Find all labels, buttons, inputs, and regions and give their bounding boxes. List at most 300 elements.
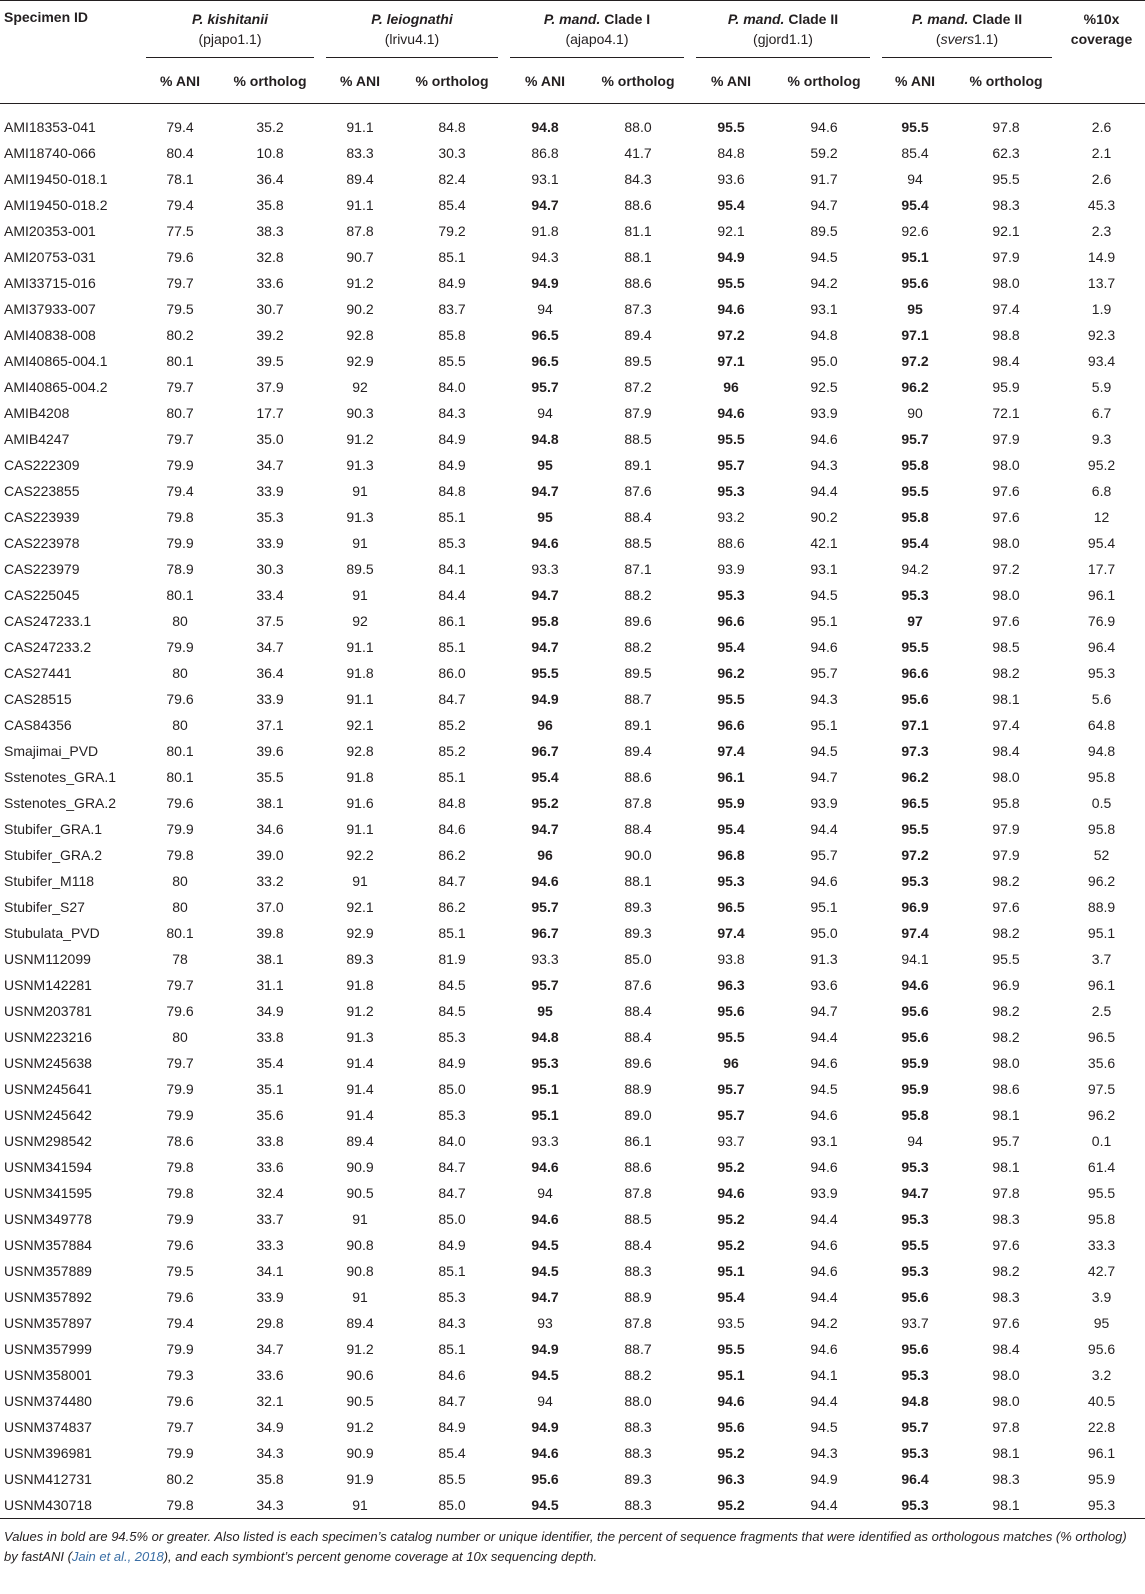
ani-cell: 94.6 <box>531 873 559 889</box>
table-row <box>0 634 1145 660</box>
table-row <box>0 842 1145 868</box>
ortholog-cell: 85.4 <box>438 1445 466 1461</box>
ortholog-cell: 35.5 <box>256 769 284 785</box>
ani-cell: 79.7 <box>166 275 194 291</box>
ani-cell: 91.8 <box>346 977 374 993</box>
ortholog-cell: 90.2 <box>810 509 838 525</box>
ortholog-cell: 91.7 <box>810 171 838 187</box>
coverage-cell: 12 <box>1093 509 1110 525</box>
ortholog-cell: 89.5 <box>624 665 652 681</box>
ortholog-cell: 95.5 <box>992 951 1020 967</box>
ani-cell: 80.1 <box>166 743 194 759</box>
ani-cell: 92.8 <box>346 327 374 343</box>
ani-cell: 79.9 <box>166 821 194 837</box>
table-row <box>0 868 1145 894</box>
ortholog-cell: 98.0 <box>992 275 1020 291</box>
table-row <box>0 1492 1145 1518</box>
specimen-id-cell: USNM357889 <box>4 1263 92 1279</box>
ani-cell: 96.5 <box>531 353 559 369</box>
ani-cell: 96 <box>537 717 553 733</box>
ortholog-cell: 97.8 <box>992 1185 1020 1201</box>
ortholog-cell: 88.4 <box>624 1237 652 1253</box>
ortholog-cell: 88.0 <box>624 1393 652 1409</box>
ani-cell: 90.3 <box>346 405 374 421</box>
ani-cell: 94 <box>907 1133 923 1149</box>
ani-cell: 92.2 <box>346 847 374 863</box>
ani-cell: 79.5 <box>166 301 194 317</box>
table-row <box>0 1362 1145 1388</box>
ortholog-cell: 89.0 <box>624 1107 652 1123</box>
ortholog-cell: 34.7 <box>256 1341 284 1357</box>
ortholog-cell: 97.6 <box>992 509 1020 525</box>
ani-cell: 95.5 <box>901 483 929 499</box>
ani-subheader: % ANI <box>340 73 380 89</box>
coverage-cell: 95.3 <box>1087 665 1116 681</box>
ortholog-cell: 92.5 <box>810 379 838 395</box>
ortholog-cell: 88.2 <box>624 587 652 603</box>
ani-cell: 91 <box>352 587 368 603</box>
ortholog-cell: 95.7 <box>810 847 838 863</box>
ani-cell: 95.6 <box>901 1341 929 1357</box>
ani-cell: 92.9 <box>346 353 374 369</box>
ortholog-cell: 94.6 <box>810 1107 838 1123</box>
ortholog-cell: 96.9 <box>992 977 1020 993</box>
citation-link[interactable]: Jain et al., 2018 <box>71 1548 164 1564</box>
ortholog-cell: 84.3 <box>438 405 466 421</box>
ani-cell: 93.9 <box>717 561 745 577</box>
ani-cell: 79.9 <box>166 639 194 655</box>
ani-cell: 90.5 <box>346 1393 374 1409</box>
ortholog-cell: 86.1 <box>438 613 466 629</box>
ortholog-cell: 88.5 <box>624 535 652 551</box>
ortholog-cell: 87.6 <box>624 977 652 993</box>
ortholog-cell: 93.9 <box>810 405 838 421</box>
ortholog-cell: 94.6 <box>810 1237 838 1253</box>
ortholog-cell: 87.1 <box>624 561 652 577</box>
coverage-cell: 2.6 <box>1091 171 1112 187</box>
ani-cell: 94.6 <box>531 1445 559 1461</box>
specimen-id-cell: Stubulata_PVD <box>4 925 100 941</box>
specimen-id-cell: USNM245641 <box>4 1081 92 1097</box>
ortholog-cell: 97.6 <box>992 899 1020 915</box>
ortholog-cell: 97.6 <box>992 1315 1020 1331</box>
ani-cell: 90.8 <box>346 1263 374 1279</box>
ortholog-cell: 88.5 <box>624 431 652 447</box>
ortholog-cell: 84.7 <box>438 691 466 707</box>
ortholog-cell: 94.4 <box>810 1496 838 1513</box>
ortholog-cell: 34.9 <box>256 1419 284 1435</box>
specimen-id-cell: USNM112099 <box>4 951 91 967</box>
ani-cell: 94.1 <box>901 951 929 967</box>
table-row <box>0 738 1145 764</box>
ortholog-cell: 84.3 <box>438 1315 466 1331</box>
ortholog-cell: 85.0 <box>438 1496 466 1513</box>
group-header-mand-clade-1: P. mand. Clade I (ajapo4.1) <box>504 1 690 60</box>
ani-cell: 95.6 <box>717 1003 745 1019</box>
ani-cell: 90.6 <box>346 1367 374 1383</box>
ortholog-cell: 85.0 <box>438 1081 466 1097</box>
ortholog-cell: 33.9 <box>256 691 284 707</box>
ortholog-subheader: % ortholog <box>969 73 1043 89</box>
coverage-cell: 2.1 <box>1091 145 1112 161</box>
ani-cell: 95 <box>907 301 923 317</box>
ani-cell: 79.6 <box>166 1393 194 1409</box>
ani-cell: 84.8 <box>717 145 745 161</box>
ortholog-cell: 95.8 <box>992 795 1020 811</box>
specimen-id-cell: CAS225045 <box>4 587 80 603</box>
ani-cell: 94 <box>537 405 553 421</box>
ani-cell: 95.9 <box>901 1055 929 1071</box>
table-row <box>0 1128 1145 1154</box>
ortholog-cell: 87.8 <box>624 1185 652 1201</box>
ani-cell: 95.1 <box>901 249 929 265</box>
ani-cell: 95.4 <box>717 821 745 837</box>
ortholog-cell: 34.7 <box>256 457 284 473</box>
ortholog-cell: 88.6 <box>624 1159 652 1175</box>
ortholog-cell: 98.0 <box>992 535 1020 551</box>
ani-cell: 92.8 <box>346 743 374 759</box>
coverage-cell: 95.8 <box>1087 769 1116 785</box>
ortholog-cell: 87.2 <box>624 379 652 395</box>
ani-cell: 91.4 <box>346 1107 374 1123</box>
ani-cell: 95.3 <box>531 1055 559 1071</box>
ortholog-cell: 97.6 <box>992 613 1020 629</box>
ortholog-cell: 86.2 <box>438 847 466 863</box>
ortholog-cell: 97.4 <box>992 301 1020 317</box>
ortholog-cell: 33.9 <box>256 1289 284 1305</box>
ortholog-cell: 97.9 <box>992 249 1020 265</box>
coverage-cell: 3.7 <box>1091 951 1112 967</box>
ortholog-cell: 98.3 <box>992 1211 1020 1227</box>
ani-cell: 80 <box>172 613 188 629</box>
ani-cell: 95.6 <box>901 1029 929 1045</box>
table-row <box>0 478 1145 504</box>
ani-cell: 92 <box>352 379 368 395</box>
ortholog-cell: 85.3 <box>438 1029 466 1045</box>
ortholog-cell: 94.6 <box>810 1055 838 1071</box>
ani-cell: 95.5 <box>717 119 745 135</box>
ortholog-cell: 88.7 <box>624 1341 652 1357</box>
table-row <box>0 244 1145 270</box>
ortholog-cell: 98.1 <box>992 1107 1020 1123</box>
ortholog-cell: 92.1 <box>992 223 1020 239</box>
ani-cell: 95.3 <box>901 1445 929 1461</box>
ortholog-cell: 88.0 <box>624 119 652 135</box>
ortholog-cell: 85.3 <box>438 1107 466 1123</box>
ortholog-cell: 94.4 <box>810 821 838 837</box>
coverage-cell: 9.3 <box>1091 431 1112 447</box>
ani-cell: 91 <box>352 873 368 889</box>
specimen-id-cell: USNM357884 <box>4 1237 92 1253</box>
table-row <box>0 1388 1145 1414</box>
coverage-cell: 22.8 <box>1087 1419 1116 1435</box>
ortholog-cell: 94.2 <box>810 1315 838 1331</box>
ortholog-cell: 88.9 <box>624 1081 652 1097</box>
ani-cell: 93.3 <box>531 951 559 967</box>
ortholog-cell: 85.8 <box>438 327 466 343</box>
coverage-cell: 96.2 <box>1087 1107 1116 1123</box>
ani-cell: 94.2 <box>901 561 929 577</box>
ortholog-cell: 85.5 <box>438 353 466 369</box>
ani-cell: 95.4 <box>531 769 559 785</box>
coverage-cell: 96.1 <box>1087 977 1116 993</box>
ani-cell: 79.7 <box>166 379 194 395</box>
specimen-id-cell: USNM245642 <box>4 1107 92 1123</box>
table-row <box>0 1466 1145 1492</box>
ani-cell: 94.5 <box>531 1263 559 1279</box>
ortholog-cell: 34.9 <box>256 1003 284 1019</box>
ani-cell: 94.7 <box>531 1289 559 1305</box>
ani-cell: 79.7 <box>166 1419 194 1435</box>
ani-cell: 91.8 <box>346 769 374 785</box>
ani-subheader: % ANI <box>895 73 935 89</box>
ortholog-cell: 85.1 <box>438 249 466 265</box>
ani-cell: 80.2 <box>166 1471 194 1487</box>
ani-cell: 95.3 <box>901 587 929 603</box>
specimen-id-cell: USNM357897 <box>4 1315 92 1331</box>
ortholog-cell: 97.6 <box>992 1237 1020 1253</box>
ani-cell: 94.7 <box>531 483 559 499</box>
specimen-id-cell: USNM374837 <box>4 1419 92 1435</box>
ortholog-cell: 97.8 <box>992 1419 1020 1435</box>
ortholog-cell: 94.1 <box>810 1367 838 1383</box>
table-row <box>0 1050 1145 1076</box>
table-row <box>0 1284 1145 1310</box>
ani-cell: 97.2 <box>901 353 929 369</box>
ortholog-cell: 39.0 <box>256 847 284 863</box>
ortholog-cell: 88.2 <box>624 639 652 655</box>
ortholog-cell: 33.6 <box>256 1367 284 1383</box>
ortholog-cell: 93.6 <box>810 977 838 993</box>
ani-cell: 91.2 <box>346 1341 374 1357</box>
ani-cell: 96.2 <box>901 769 929 785</box>
ortholog-subheader: % ortholog <box>233 73 307 89</box>
ortholog-cell: 95.5 <box>992 171 1020 187</box>
ortholog-cell: 94.5 <box>810 587 838 603</box>
ani-cell: 95.3 <box>901 873 929 889</box>
specimen-id-cell: USNM341595 <box>4 1185 92 1201</box>
table-row <box>0 1180 1145 1206</box>
ortholog-cell: 34.1 <box>256 1263 284 1279</box>
ortholog-cell: 34.3 <box>256 1445 284 1461</box>
ani-cell: 79.7 <box>166 1055 194 1071</box>
ortholog-cell: 84.9 <box>438 1419 466 1435</box>
ani-cell: 96.7 <box>531 743 559 759</box>
coverage-cell: 2.3 <box>1091 223 1112 239</box>
ani-cell: 94.7 <box>531 197 559 213</box>
ortholog-cell: 88.3 <box>624 1419 652 1435</box>
ani-cell: 95.5 <box>717 1029 745 1045</box>
ani-cell: 95.1 <box>531 1081 559 1097</box>
ani-cell: 96.7 <box>531 925 559 941</box>
table-row <box>0 114 1145 140</box>
ortholog-cell: 94.4 <box>810 1211 838 1227</box>
ortholog-cell: 98.0 <box>992 1393 1020 1409</box>
ortholog-cell: 85.4 <box>438 197 466 213</box>
ani-cell: 91.2 <box>346 275 374 291</box>
ortholog-cell: 98.0 <box>992 1367 1020 1383</box>
table-row <box>0 1232 1145 1258</box>
ortholog-cell: 85.1 <box>438 509 466 525</box>
ortholog-cell: 85.1 <box>438 925 466 941</box>
ani-cell: 95.4 <box>717 197 745 213</box>
specimen-id-cell: CAS223855 <box>4 483 80 499</box>
ortholog-cell: 89.1 <box>624 717 652 733</box>
ortholog-cell: 85.3 <box>438 535 466 551</box>
ortholog-cell: 87.3 <box>624 301 652 317</box>
coverage-cell: 0.1 <box>1091 1133 1112 1149</box>
ortholog-cell: 95.0 <box>810 353 838 369</box>
coverage-cell: 95.8 <box>1087 821 1116 837</box>
ani-cell: 95.5 <box>901 119 929 135</box>
ani-cell: 95.2 <box>717 1211 745 1227</box>
coverage-cell: 52 <box>1093 847 1110 863</box>
ani-cell: 80 <box>172 899 188 915</box>
ortholog-cell: 30.3 <box>256 561 284 577</box>
table-row <box>0 426 1145 452</box>
ani-cell: 94.7 <box>531 639 559 655</box>
ani-cell: 95.3 <box>901 1159 929 1175</box>
ortholog-cell: 98.0 <box>992 457 1020 473</box>
ani-subheader: % ANI <box>160 73 200 89</box>
ortholog-cell: 97.8 <box>992 119 1020 135</box>
ortholog-cell: 32.8 <box>256 249 284 265</box>
ortholog-cell: 87.6 <box>624 483 652 499</box>
ani-cell: 96.5 <box>901 795 929 811</box>
ortholog-cell: 98.3 <box>992 197 1020 213</box>
ortholog-cell: 83.7 <box>438 301 466 317</box>
ani-cell: 94.6 <box>531 535 559 551</box>
ortholog-cell: 84.1 <box>438 561 466 577</box>
specimen-id-header: Specimen ID <box>0 1 140 104</box>
ani-cell: 95.8 <box>531 613 559 629</box>
ortholog-cell: 37.0 <box>256 899 284 915</box>
ortholog-cell: 85.5 <box>438 1471 466 1487</box>
ortholog-cell: 94.6 <box>810 1159 838 1175</box>
ortholog-cell: 86.2 <box>438 899 466 915</box>
table-row <box>0 608 1145 634</box>
ani-cell: 95 <box>537 509 553 525</box>
specimen-id-cell: CAS223978 <box>4 535 80 551</box>
specimen-id-cell: USNM341594 <box>4 1159 92 1175</box>
ani-cell: 94.9 <box>717 249 745 265</box>
ortholog-cell: 32.4 <box>256 1185 284 1201</box>
ani-cell: 79.5 <box>166 1263 194 1279</box>
ani-cell: 78.1 <box>166 171 194 187</box>
ortholog-cell: 94.7 <box>810 769 838 785</box>
ani-cell: 90.2 <box>346 301 374 317</box>
ortholog-cell: 95.0 <box>810 925 838 941</box>
coverage-cell: 17.7 <box>1087 561 1116 577</box>
ani-cell: 91 <box>352 483 368 499</box>
ortholog-cell: 84.7 <box>438 1185 466 1201</box>
ortholog-cell: 89.3 <box>624 899 652 915</box>
ani-cell: 91.1 <box>346 691 374 707</box>
coverage-cell: 95.9 <box>1087 1471 1116 1487</box>
ortholog-cell: 89.1 <box>624 457 652 473</box>
ortholog-cell: 94.6 <box>810 639 838 655</box>
ani-cell: 91.3 <box>346 509 374 525</box>
ortholog-cell: 81.1 <box>624 223 652 239</box>
ortholog-cell: 98.2 <box>992 665 1020 681</box>
ortholog-cell: 10.8 <box>256 145 284 161</box>
ortholog-cell: 35.0 <box>256 431 284 447</box>
ortholog-cell: 34.3 <box>256 1496 284 1513</box>
ani-cell: 95.6 <box>717 1419 745 1435</box>
ortholog-cell: 34.7 <box>256 639 284 655</box>
ortholog-cell: 62.3 <box>992 145 1020 161</box>
table-row <box>0 790 1145 816</box>
ani-cell: 94.6 <box>901 977 929 993</box>
group-header-mand-clade-2-gjord: P. mand. Clade II (gjord1.1) <box>690 1 876 60</box>
ortholog-cell: 88.1 <box>624 249 652 265</box>
ani-cell: 80 <box>172 717 188 733</box>
ortholog-cell: 89.3 <box>624 925 652 941</box>
ani-cell: 93.7 <box>901 1315 929 1331</box>
ani-cell: 97.2 <box>901 847 929 863</box>
specimen-id-cell: USNM396981 <box>4 1445 92 1461</box>
ortholog-cell: 33.2 <box>256 873 284 889</box>
ortholog-cell: 33.9 <box>256 535 284 551</box>
ortholog-cell: 33.6 <box>256 1159 284 1175</box>
ani-cell: 95.6 <box>531 1471 559 1487</box>
ortholog-cell: 93.1 <box>810 561 838 577</box>
subheader-row <box>0 59 1145 104</box>
coverage-cell: 95.8 <box>1087 1211 1116 1227</box>
ani-cell: 95.7 <box>901 1419 929 1435</box>
ani-cell: 95.2 <box>717 1496 745 1513</box>
table-row <box>0 660 1145 686</box>
ani-cell: 95 <box>537 1003 553 1019</box>
ortholog-cell: 95.1 <box>810 613 838 629</box>
ortholog-cell: 39.6 <box>256 743 284 759</box>
ani-cell: 97.3 <box>901 743 929 759</box>
ortholog-cell: 72.1 <box>992 405 1020 421</box>
ortholog-cell: 97.9 <box>992 821 1020 837</box>
ani-cell: 91.1 <box>346 197 374 213</box>
ani-cell: 80 <box>172 1029 188 1045</box>
coverage-cell: 95.6 <box>1087 1341 1116 1357</box>
specimen-id-cell: USNM349778 <box>4 1211 92 1227</box>
specimen-id-cell: AMI40838-008 <box>4 327 96 343</box>
ortholog-cell: 35.6 <box>256 1107 284 1123</box>
ortholog-cell: 34.6 <box>256 821 284 837</box>
ortholog-cell: 35.3 <box>256 509 284 525</box>
ani-cell: 89.4 <box>346 171 374 187</box>
specimen-id-cell: AMIB4247 <box>4 431 70 447</box>
ani-cell: 96.8 <box>717 847 745 863</box>
ani-cell: 79.9 <box>166 1081 194 1097</box>
ortholog-cell: 87.9 <box>624 405 652 421</box>
ani-cell: 79.9 <box>166 1341 194 1357</box>
specimen-id-cell: Smajimai_PVD <box>4 743 99 759</box>
ani-cell: 95.5 <box>901 1237 929 1253</box>
ani-subheader: % ANI <box>711 73 751 89</box>
ani-cell: 91.8 <box>346 665 374 681</box>
ani-cell: 79.7 <box>166 431 194 447</box>
ortholog-cell: 37.9 <box>256 379 284 395</box>
ortholog-cell: 98.8 <box>992 327 1020 343</box>
ani-cell: 95.1 <box>717 1263 745 1279</box>
coverage-cell: 3.2 <box>1091 1367 1112 1383</box>
ortholog-cell: 35.8 <box>256 1471 284 1487</box>
ani-cell: 95.6 <box>901 691 929 707</box>
ani-cell: 88.6 <box>717 535 745 551</box>
ortholog-cell: 94.3 <box>810 457 838 473</box>
ortholog-cell: 94.9 <box>810 1471 838 1487</box>
ani-cell: 95.3 <box>717 483 745 499</box>
ortholog-cell: 87.8 <box>624 1315 652 1331</box>
